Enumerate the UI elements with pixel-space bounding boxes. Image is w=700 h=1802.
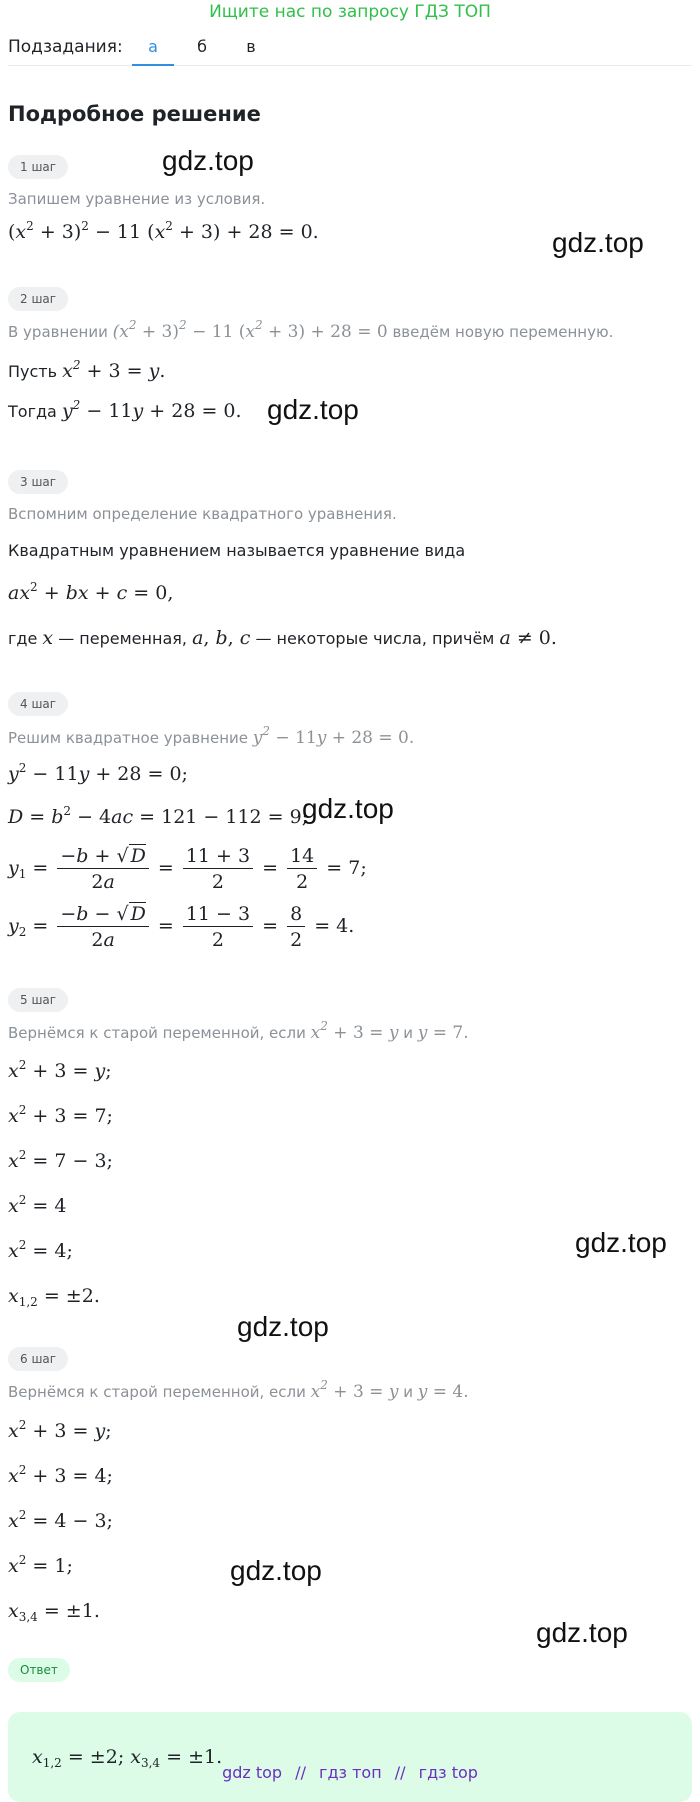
step-1-label: 1 шаг [8,155,68,179]
step-6-label: 6 шаг [8,1347,68,1371]
step-1-equation: $(x^2 + 3)^2 - 11$ $(x^2 + 3) + 28 = 0$. [8,219,319,243]
footer-link-3[interactable]: гдз top [418,1763,478,1782]
watermark: gdz.top [552,227,644,258]
step-5-line-5: $x^2 = 4$; [8,1238,73,1262]
step-5-text-lead: Вернёмся к старой переменной, если [8,1024,306,1042]
footer-link-1[interactable]: gdz top [222,1763,283,1782]
step-4-text: Решим квадратное уравнение $y^2 - 11y + 28 = 0$. [8,724,415,748]
step-4-discriminant: $D = b^2 - 4ac = 121 - 112 = 9$; [8,804,309,828]
step-5-label: 5 шаг [8,988,68,1012]
step-4-root-2: $y_2$ = $\frac{-b - √ D}{2a}$ = $\frac{11 - 3}{2}$ = $\frac{8}{2}$ = 4. [8,903,355,951]
step-5-text: Вернёмся к старой переменной, если $x^2 + 3 = y$ и y = 7. [8,1019,469,1043]
tab-a[interactable]: а [132,37,174,66]
footer-link-2[interactable]: гдз топ [319,1763,382,1782]
step-5-and: и [403,1024,413,1042]
step-3-label: 3 шаг [8,470,68,494]
footer [0,1763,700,1782]
step-2-label: 2 шаг [8,287,68,311]
step-4-label: 4 шаг [8,692,68,716]
step-6-line-1: $x^2 + 3 = y$; [8,1418,112,1442]
watermark: gdz.top [536,1617,628,1648]
search-banner: Ищите нас по запросу ГДЗ ТОП [209,2,491,22]
solution-title: Подробное решение [8,102,261,126]
step-4-root-1: $y_1$ = $\frac{-b + √ D}{2a}$ = $\frac{11 + 3}{2}$ = $\frac{14}{2}$ = 7; [8,845,367,893]
step-6-line-4: $x^2 = 1$; [8,1553,73,1577]
footer-sep-2: // [394,1763,406,1782]
answer-box [8,1712,692,1802]
step-3-text: Вспомним определение квадратного уравнения. [8,505,397,523]
step-2-text-before: В уравнении [8,323,108,341]
answer-label: Ответ [8,1658,70,1682]
answer-equation: $x_{1,2} = \pm 2$; $x_{3,4} = \pm 1$. [32,1746,223,1770]
step-4-text-lead: Решим квадратное уравнение [8,729,248,747]
step-3-where: где x — переменная, a, b, c — некоторые числа, причём a ≠ 0. [8,627,557,649]
step-5-line-4: $x^2 = 4$ [8,1193,67,1217]
step-5-line-1: $x^2 + 3 = y$; [8,1058,112,1082]
let-word: Пусть [8,362,58,381]
step-4-eq: $y^2 - 11y + 28 = 0$; [8,761,188,785]
watermark: gdz.top [230,1555,322,1586]
step-6-text: Вернёмся к старой переменной, если $x^2 + 3 = y$ и y = 4. [8,1378,469,1402]
tab-v[interactable]: в [246,37,256,56]
step-3-general-form: $ax^2$ + bx + c = 0, [8,580,174,604]
subtask-tabs [8,30,692,66]
watermark: gdz.top [302,793,394,824]
watermark: gdz.top [575,1227,667,1258]
step-5-line-6: $x_{1,2} = \pm 2$. [8,1285,100,1309]
step-3-definition: Квадратным уравнением называется уравнение вида [8,541,466,560]
step-5-line-2: $x^2 + 3 = 7$; [8,1103,113,1127]
step-2-text: В уравнении $(x^2 + 3)^2 - 11$ $(x^2 + 3) + 28 = 0$ введём новую переменную. [8,318,614,342]
footer-sep-1: // [295,1763,306,1782]
step-2-text-after: введём новую переменную. [392,323,614,341]
numbers-word: — некоторые числа, причём [255,629,495,648]
tabs-label: Подзадания: [8,37,123,57]
then-word: Тогда [8,402,57,421]
watermark: gdz.top [162,145,254,176]
tab-b[interactable]: б [197,37,207,56]
step-2-then: Тогда $y^2 - 11y + 28 = 0$. [8,398,242,422]
step-1-text: Запишем уравнение из условия. [8,190,266,208]
step-5-line-3: $x^2 = 7 - 3$; [8,1148,113,1172]
step-6-text-lead: Вернёмся к старой переменной, если [8,1383,306,1401]
step-6-line-5: $x_{3,4} = \pm 1$. [8,1600,100,1624]
step-6-and: и [403,1383,413,1401]
variable-word: — переменная, [58,629,187,648]
step-6-line-3: $x^2 = 4 - 3$; [8,1508,113,1532]
step-2-let: Пусть $x^2 + 3 = y$. [8,358,166,382]
step-6-line-2: $x^2 + 3 = 4$; [8,1463,113,1487]
watermark: gdz.top [267,394,359,425]
where-word: где [8,629,38,648]
watermark: gdz.top [237,1311,329,1342]
